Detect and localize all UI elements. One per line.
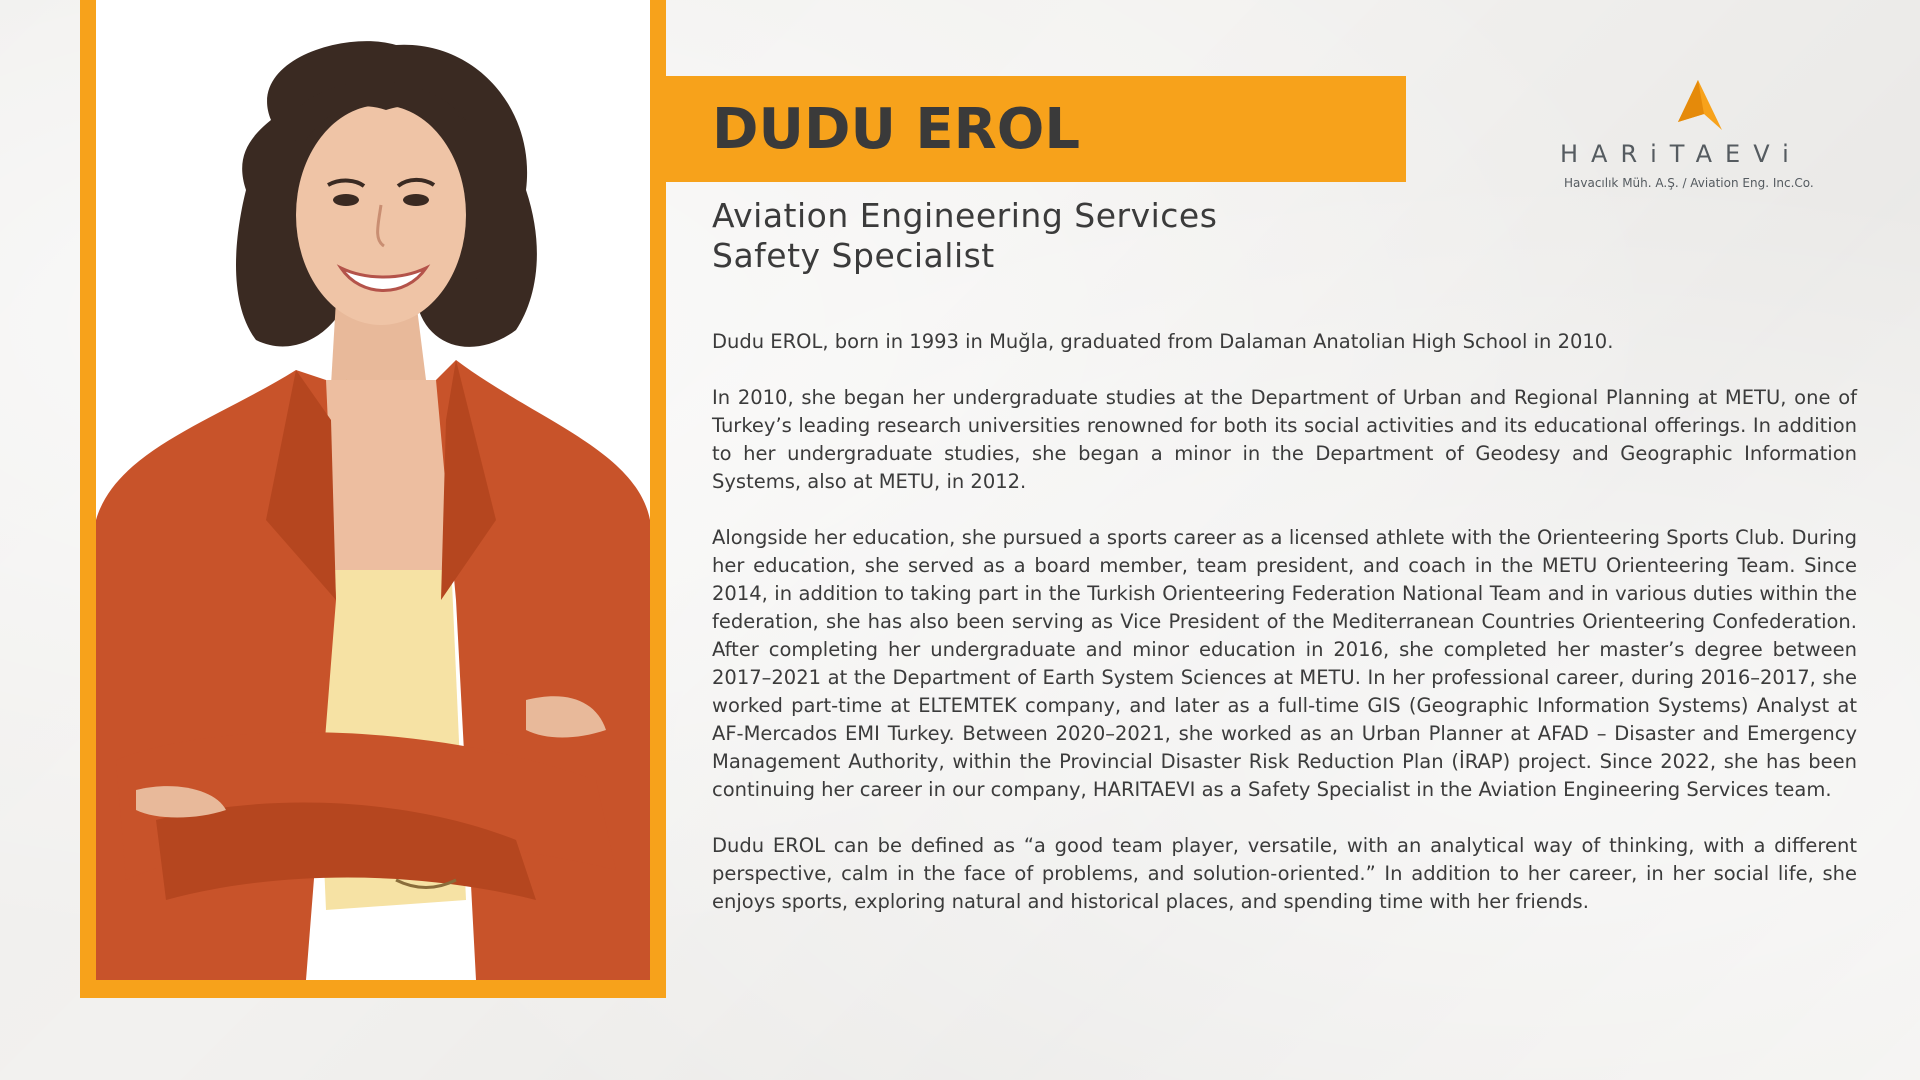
job-title-line-1: Aviation Engineering Services [712, 196, 1218, 235]
photo-frame [80, 0, 666, 998]
bio-paragraph-1: Dudu EROL, born in 1993 in Muğla, graduated from Dalaman Anatolian High School in 2010. [712, 330, 1614, 353]
biography [712, 328, 1857, 944]
photo-panel [96, 0, 650, 980]
job-title [712, 196, 1412, 276]
logo-wordmark: HARiTAEVi [1560, 140, 1802, 168]
bio-paragraph-4: Dudu EROL can be defined as “a good team player, versatile, with an analytical way of thinking, with a different perspective, calm in the face of problems, and solution-oriented.” In addition to her career, in her social life, she enjoys sports, exploring natural and historical places, and spending time with her friends. [712, 834, 1857, 913]
job-title-line-2: Safety Specialist [712, 236, 995, 275]
logo-tagline: Havacılık Müh. A.Ş. / Aviation Eng. Inc.Co. [1564, 176, 1814, 190]
company-logo [1560, 80, 1850, 200]
bio-paragraph-2: In 2010, she began her undergraduate studies at the Department of Urban and Regional Planning at METU, one of Turkey’s leading research universities renowned for both its social activities and its educational offerings. In addition to her undergraduate studies, she began a minor in the Department of Geodesy and Geographic Information Systems, also at METU, in 2012. [712, 386, 1857, 493]
portrait-photo [96, 0, 650, 980]
bio-paragraph-3: Alongside her education, she pursued a sports career as a licensed athlete with the Orienteering Sports Club. During her education, she served as a board member, team president, and coach in the METU Orienteering Team. Since 2014, in addition to taking part in the Turkish Orienteering Federation National Team and in various duties within the federation, she has also been serving as Vice President of the Mediterranean Countries Orienteering Confederation. After completing her undergraduate and minor education in 2016, she completed her master’s degree between 2017–2021 at the Department of Earth System Sciences at METU. In her professional career, during 2016–2017, she worked part-time at ELTEMTEK company, and later as a full-time GIS (Geographic Information Systems) Analyst at AF-Mercados EMI Turkey. Between 2020–2021, she worked as an Urban Planner at AFAD – Disaster and Emergency Management Authority, within the Provincial Disaster Risk Reduction Plan (İRAP) project. Since 2022, she has been continuing her career in our company, HARITAEVI as a Safety Specialist in the Aviation Engineering Services team. [712, 526, 1857, 801]
person-name: DUDU EROL [712, 97, 1081, 162]
paper-plane-icon [1678, 80, 1722, 132]
name-banner [666, 76, 1406, 182]
